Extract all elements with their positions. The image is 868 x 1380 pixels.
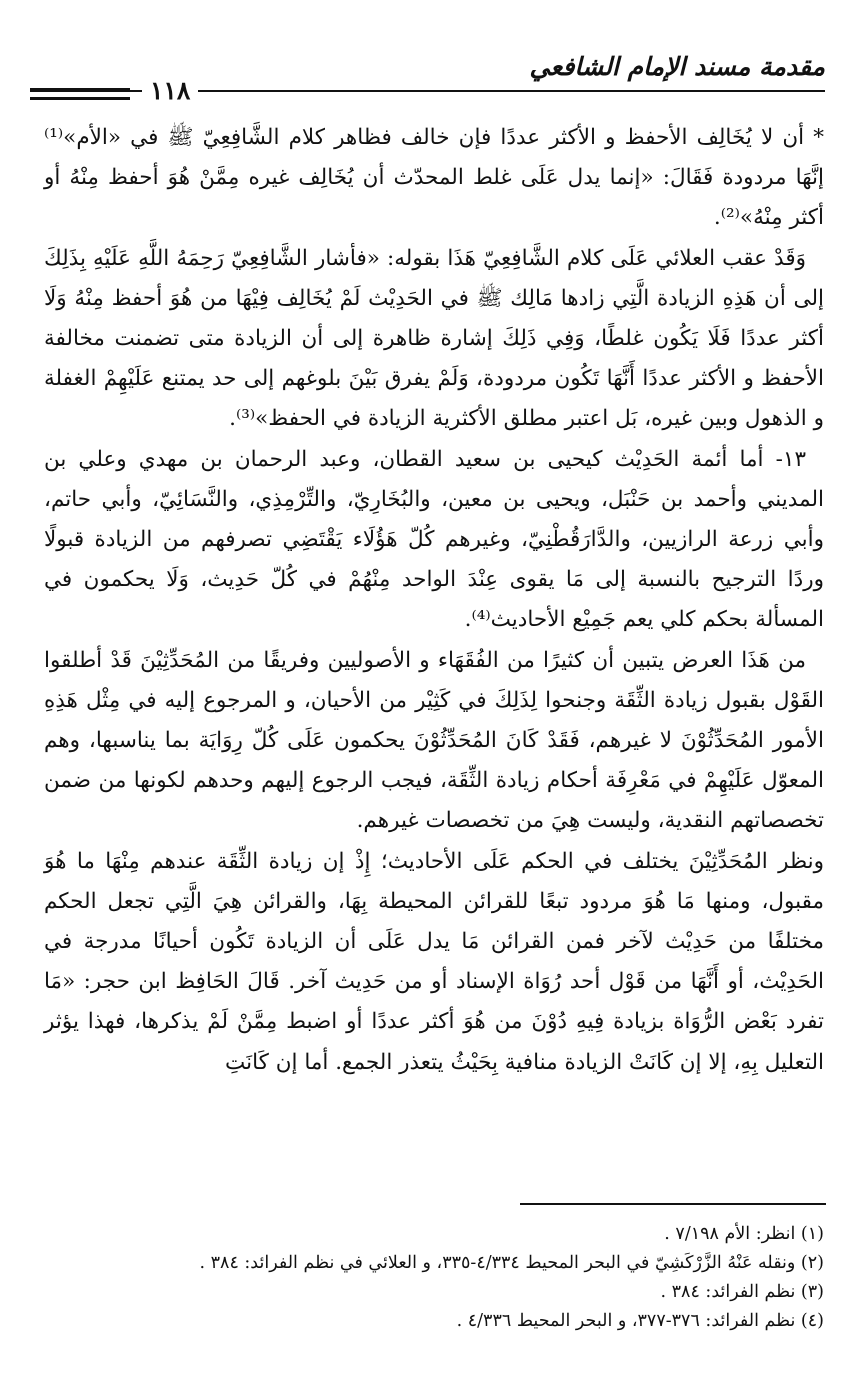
footnote: (١) انظر: الأم ٧/١٩٨ . xyxy=(664,1224,824,1244)
paragraph: من هَذَا العرض يتبين أن كثيرًا من الفُقَهَاء و الأصوليين وفريقًا من المُحَدِّثِيْنَ قَدْ أطلقوا القَوْل بقبول زيادة الثِّقَة وجنحوا لِذَلِكَ في كَثِيْر من الأحيان، و المرجوع إليه في مِثْل هَذِهِ الأمور المُحَدِّثُوْنَ لا غيرهم، فَقَدْ كَانَ المُحَدِّثُوْنَ يحكمون عَلَى كُلّ رِوَايَة بما يناسبها، وهم المعوّل عَلَيْهِمْ في مَعْرِفَة أحكام زيادة الثِّقَة، فيجب الرجوع إليهم وحدهم لكونها من ضمن تخصصاتهم النقدية، وليست هِيَ من تخصصات غيرهم. xyxy=(44,647,824,834)
footnote: (٣) نظم الفرائد: ٣٨٤ . xyxy=(660,1282,824,1302)
body-text xyxy=(44,118,824,1083)
footnote-separator xyxy=(520,1203,826,1205)
footnote: (٤) نظم الفرائد: ٣٧٦-٣٧٧، و البحر المحيط ٤/٣٣٦ . xyxy=(456,1311,824,1331)
paragraph: * أن لا يُخَالِف الأحفظ و الأكثر عددًا فإن خالف فظاهر كلام الشَّافِعِيّ ﷺ في «الأم»⁽¹⁾ إنَّهَا مردودة فَقَالَ: «إنما يدل عَلَى غلط المحدّث أن يُخَالِف غيره مِمَّنْ هُوَ أحفظ مِنْهُ أو أكثر مِنْهُ»⁽²⁾. xyxy=(44,125,824,231)
running-title: مقدمة مسند الإمام الشافعي xyxy=(529,52,825,81)
footnotes xyxy=(44,1220,824,1336)
page-number: ١١٨ xyxy=(142,76,198,105)
paragraph: وَقَدْ عقب العلائي عَلَى كلام الشَّافِعِيّ هَذَا بقوله: «فأشار الشَّافِعِيّ رَحِمَهُ اللَّهِ عَلَيْهِ بِذَلِكَ إلى أن هَذِهِ الزيادة الَّتِي زادها مَالِك ﷺ في الحَدِيْث لَمْ يُخَالِف فِيْهَا من هُوَ أحفظ مِنْهُ وَلَا أكثر عددًا فَلَا يَكُون غلطًا، وَفِي ذَلِكَ إشارة ظاهرة إلى أن الزيادة متى تضمنت مخالفة الأحفظ و الأكثر عددًا أَنَّهَا تَكُون مردودة، وَلَمْ يفرق بَيْنَ بلوغهم إلى حد يمتنع عَلَيْهِمْ الغفلة و الذهول وبين غيره، بَل اعتبر مطلق الأكثرية الزيادة في الحفظ»⁽³⁾. xyxy=(44,245,824,432)
page-header xyxy=(30,52,825,118)
paragraph: ١٣- أما أئمة الحَدِيْث كيحيى بن سعيد القطان، وعبد الرحمان بن مهدي وعلي بن المديني وأحمد بن حَنْبَل، ويحيى بن معين، والبُخَارِيّ، والتِّرْمِذِي، والنَّسَائِيّ، وأبي حاتم، وأبي زرعة الرازيين، والدَّارَقُطْنِيّ، وغيرهم كُلّ هَؤُلَاء يَقْتَضِي تصرفهم من الزيادة قبولًا وردًا الترجيح بالنسبة إلى مَا يقوى عِنْدَ الواحد مِنْهُمْ في كُلّ حَدِيث، وَلَا يحكمون في المسألة بحكم كلي يعم جَمِيْع الأحاديث⁽⁴⁾. xyxy=(44,446,824,633)
footnote: (٢) ونقله عَنْهُ الزَّرْكَشِيّ في البحر المحيط ٤/٣٣٤-٣٣٥، و العلائي في نظم الفرائد: ٣٨٤ . xyxy=(199,1253,824,1273)
paragraph: ونظر المُحَدِّثِيْنَ يختلف في الحكم عَلَى الأحاديث؛ إِذْ إن زيادة الثِّقَة عندهم مِنْهَا ما هُوَ مقبول، ومنها مَا هُوَ مردود تبعًا للقرائن المحيطة بِهَا، والقرائن هِيَ الَّتِي تجعل الحكم مختلفًا من حَدِيْث لآخر فمن القرائن مَا يدل عَلَى أن الزيادة تَكُون أحيانًا مدرجة في الحَدِيْث، أو أَنَّهَا من قَوْل أحد رُوَاة الإسناد أو من حَدِيث آخر. قَالَ الحَافِظ ابن حجر: «مَا تفرد بَعْض الرُّوَاة بزيادة فِيهِ دُوْنَ من هُوَ أكثر عددًا أو اضبط مِمَّنْ لَمْ يذكرها، فهذا يؤثر التعليل بِهِ، إلا إن كَانَتْ الزيادة منافية بِحَيْثُ يتعذر الجمع. أما إن كَانَتِ xyxy=(44,848,824,1075)
page-number-rule xyxy=(30,88,130,100)
